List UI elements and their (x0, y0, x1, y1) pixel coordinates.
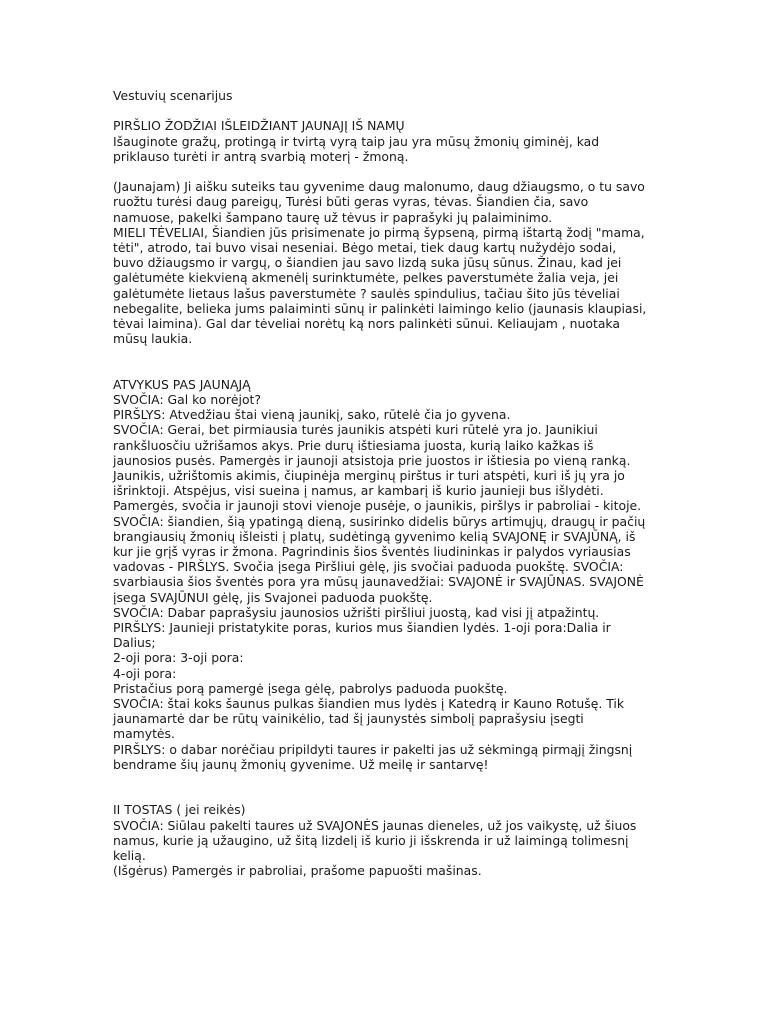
paragraph-line: Dalius; (113, 635, 156, 651)
paragraph-line: galėtumėte lietaus lašus paverstumėte ? saulės spindulius, tačiau šito jūs tėveliai (113, 285, 620, 301)
paragraph-line: SVOČIA: Gal ko norėjot? (113, 392, 261, 408)
paragraph-line: įsega SVAJŪNUI gėlę, jis Svajonei paduoda puokštę. (113, 589, 433, 605)
paragraph-line: SVOČIA: Siūlau pakelti taures už SVAJONĖS jaunas dieneles, už jos vaikystę, už šiuos (113, 817, 637, 833)
paragraph-line: SVOČIA: Dabar paprašysiu jaunosios užrišti piršliui juostą, kad visi jį atpažintų. (113, 604, 600, 620)
paragraph-line: mūsų laukia. (113, 331, 193, 347)
paragraph-line: brangiausių žmonių išleisti į platų, sudėtingą gyvenimo kelią SVAJONĘ ir SVAJŪNĄ, iš (113, 528, 636, 544)
paragraph-line: Pamergės, svočia ir jaunoji stovi vienoje pusėje, o jaunikis, piršlys ir pabroliai - kitoje. (113, 498, 642, 514)
paragraph-line: tėvai laimina). Gal dar tėveliai norėtų ką nors palinkėti sūnui. Keliaujam , nuotaka (113, 316, 620, 332)
section-heading: II TOSTAS ( jei reikės) (113, 802, 246, 818)
paragraph-line: SVOČIA: štai koks šaunus pulkas šiandien mus lydės į Katedrą ir Kauno Rotušę. Tik (113, 696, 625, 712)
section-heading: ATVYKUS PAS JAUNĄJĄ (113, 376, 251, 392)
paragraph-line: (Jaunajam) Ji aišku suteiks tau gyvenime daug malonumo, daug džiaugsmo, o tu savo (113, 179, 645, 195)
section-pirslio-zodziai (113, 118, 673, 346)
paragraph-line: PIRŠLYS: Jaunieji pristatykite poras, kurios mus šiandien lydės. 1-oji pora:Dalia ir (113, 620, 611, 636)
paragraph-line: namus, kurie ją užaugino, už šitą lizdelį iš kurio ji išskrenda ir už laimingą tolimesnį (113, 832, 629, 848)
paragraph-line: nebegalite, belieka jums palaiminti sūnų ir palinkėti laimingo kelio (jaunasis klaupiasi, (113, 300, 647, 316)
paragraph-line: jaunamartė dar be rūtų vainikėlio, tad šį jaunystės simbolį paprašysiu įsegti (113, 711, 584, 727)
section-ii-tostas (113, 802, 673, 878)
paragraph-line: išrinktoji. Atspėjus, visi sueina į namus, ar kambarį iš kurio jaunieji bus išlydėti. (113, 483, 604, 499)
spacer (113, 103, 673, 118)
paragraph-line: 4-oji pora: (113, 665, 177, 681)
paragraph-line: SVOČIA: šiandien, šią ypatingą dieną, susirinko didelis būrys artimųjų, draugų ir pačių (113, 513, 646, 529)
document-title: Vestuvių scenarijus (113, 88, 233, 103)
paragraph-line: Jaunikis, užrištomis akimis, čiupinėja merginų pirštus ir turi atspėti, kuri iš jų yra jo (113, 468, 625, 484)
paragraph-line: Pristačius porą pamergė įsega gėlę, pabrolys paduoda puokštę. (113, 680, 508, 696)
paragraph-line: svarbiausia šios šventės pora yra mūsų jaunavedžiai: SVAJONĖ ir SVAJŪNAS. SVAJONĖ (113, 574, 644, 590)
paragraph-line: vadovas - PIRŠLYS. Svočia įsega Piršliui gėlę, jis svočiai paduoda puokštę. SVOČIA: (113, 559, 624, 575)
paragraph-line: kelią. (113, 848, 146, 864)
document-page (113, 88, 673, 879)
paragraph-line: ruožtu turėsi daug pareigų, Turėsi būti geras vyras, tėvas. Šiandien čia, savo (113, 194, 589, 210)
paragraph-line: priklauso turėti ir antrą svarbią moterį - žmoną. (113, 148, 409, 164)
paragraph-line: 2-oji pora: 3-oji pora: (113, 650, 244, 666)
spacer (113, 772, 673, 802)
paragraph-line: bendrame šių jaunų žmonių gyvenime. Už meilę ir santarvę! (113, 756, 489, 772)
paragraph-line: Išauginote gražų, protingą ir tvirtą vyrą taip jau yra mūsų žmonių giminėj, kad (113, 133, 600, 149)
spacer (113, 164, 673, 179)
paragraph-line: SVOČIA: Gerai, bet pirmiausia turės jaunikis atspėti kuri rūtelė yra jo. Jaunikiui (113, 422, 598, 438)
spacer (113, 346, 673, 376)
paragraph-line: namuose, pakelki šampano taurę už tėvus ir paprašyki jų palaiminimo. (113, 209, 553, 225)
paragraph-line: PIRŠLYS: Atvedžiau štai vieną jaunikį, sako, rūtelė čia jo gyvena. (113, 407, 511, 423)
paragraph-line: mamytės. (113, 726, 175, 742)
paragraph-line: rankšluosčiu užrišamos akys. Prie durų ištiesiama juosta, kurią laiko kažkas iš (113, 437, 594, 453)
paragraph-line: buvo džiaugsmo ir vargų, o šiandien jau savo lizdą suka jūsų sūnus. Žinau, kad jei (113, 255, 622, 271)
paragraph-line: jaunosios pusės. Pamergės ir jaunoji atsistoja prie juostos ir ištiesia po vieną ranką. (113, 452, 631, 468)
paragraph-line: kur jie grįš vyras ir žmona. Pagrindinis šios šventės liudininkas ir palydos vyriausias (113, 544, 631, 560)
paragraph-line: MIELI TĖVELIAI, Šiandien jūs prisimenate jo pirmą šypseną, pirmą ištartą žodį "mama, (113, 224, 645, 240)
section-atvykus (113, 377, 673, 772)
paragraph-line: galėtumėte kiekvieną akmenėlį surinktumėte, pelkes paverstumėte žalia veja, jei (113, 270, 619, 286)
section-heading: PIRŠLIO ŽODŽIAI IŠLEIDŽIANT JAUNAJĮ IŠ NAMŲ (113, 118, 405, 134)
paragraph-line: tėti", atrodo, tai buvo visai neseniai. Bėgo metai, tiek daug kartų nužydėjo sodai, (113, 240, 617, 255)
paragraph-line: PIRŠLYS: o dabar norėčiau pripildyti taures ir pakelti jas už sėkmingą pirmąjį žingsnį (113, 741, 633, 757)
paragraph-line: (Išgėrus) Pamergės ir pabroliai, prašome papuošti mašinas. (113, 863, 482, 879)
